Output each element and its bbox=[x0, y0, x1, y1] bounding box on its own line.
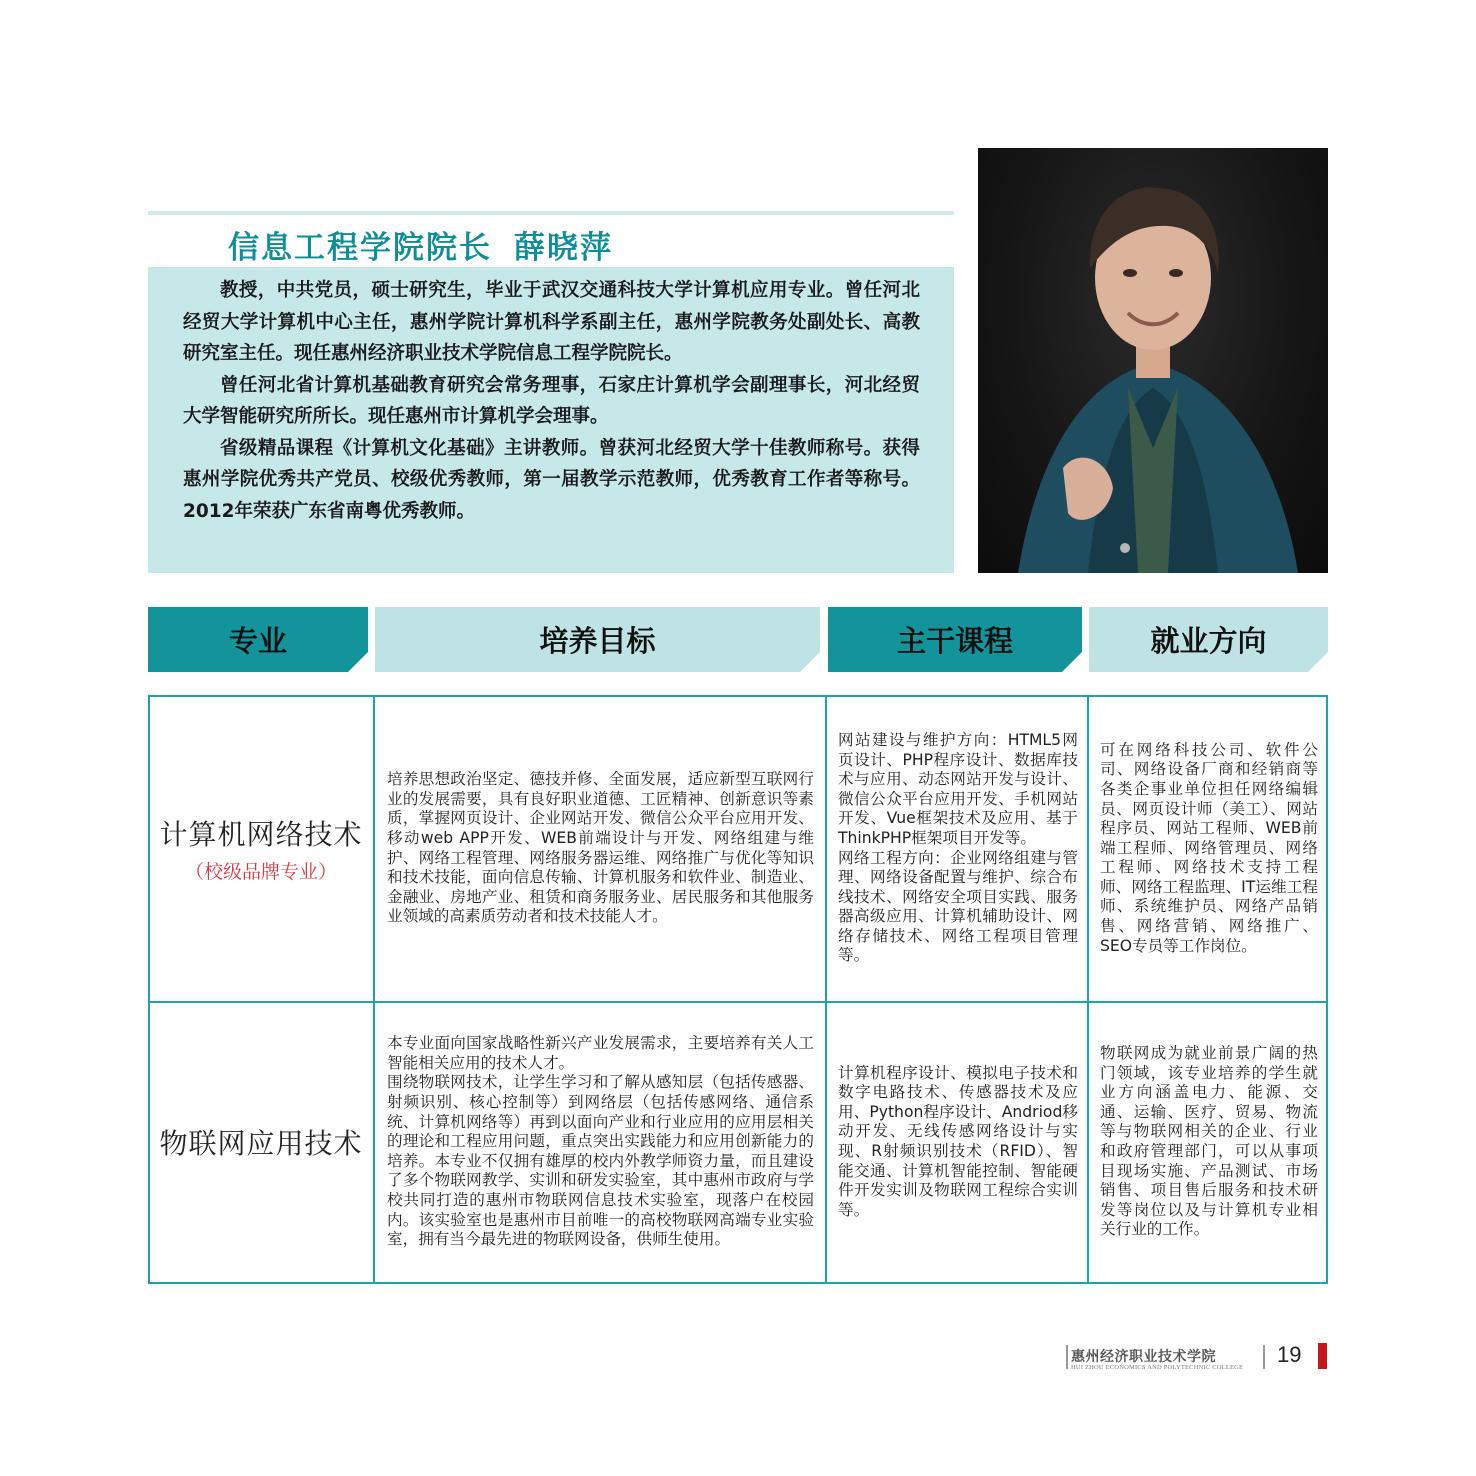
courses-text: 计算机程序设计、模拟电子技术和数字电路技术、传感器技术及应用、Python程序设计、Andriod移动开发、无线传感网络设计与实现、R射频识别技术（RFID）、智能交通、计算机智能控制、智能硬件开发实训及物联网工程综合实训等。 bbox=[838, 1063, 1078, 1219]
footer-school-english: HUI ZHOU ECONOMICS AND POLYTECHNIC COLLEGE bbox=[1071, 1364, 1244, 1371]
footer-divider bbox=[1263, 1345, 1265, 1369]
header-notch bbox=[348, 652, 368, 672]
table-row-2-major bbox=[150, 1003, 372, 1281]
table-row-2-goal bbox=[387, 1003, 814, 1281]
courses-text: 网站建设与维护方向：HTML5网页设计、PHP程序设计、数据库技术与应用、动态网站开发与设计、微信公众平台应用开发、手机网站开发、Vue框架技术及应用、基于ThinkPHP框架项目开发等。 网络工程方向：企业网络组建与管理、网络设备配置与维护、综合布线技术、网络安全项目实践、服务器高级应用、计算机辅助设计、网络存储技术、网络工程项目管理等。 bbox=[838, 730, 1078, 965]
table-row-1-goal bbox=[387, 697, 814, 1000]
bio-box bbox=[148, 267, 954, 573]
table-row-2-courses bbox=[838, 1003, 1078, 1281]
header-courses-label: 主干课程 bbox=[896, 624, 1013, 658]
page-mark bbox=[1318, 1343, 1327, 1369]
major-tag: （校级品牌专业） bbox=[184, 861, 337, 883]
table-row-2-career bbox=[1100, 1003, 1318, 1281]
career-text: 物联网成为就业前景广阔的热门领域，该专业培养的学生就业方向涵盖电力、能源、交通、运输、医疗、贸易、物流等与物联网相关的企业、行业和政府管理部门，可以从事项目现场实施、产品测试、市场销售、项目售后服务和技术研发等岗位以及与计算机专业相关行业的工作。 bbox=[1100, 1044, 1318, 1239]
goal-text: 本专业面向国家战略性新兴产业发展需求，主要培养有关人工智能相关应用的技术人才。 围绕物联网技术，让学生学习和了解从感知层（包括传感器、射频识别、核心控制等）到网络层（包括传感网络、通信系统、计算机网络等）再到以面向产业和行业应用的应用层相关的理论和工程应用问题，重点突出实践能力和应用创新能力的培养。本专业不仅拥有雄厚的校内外教学师资力量，而且建设了多个物联网教学、实训和研发实验室，其中惠州市政府与学校共同打造的惠州市物联网信息技术实验室，现落户在校园内。该实验室也是惠州市目前唯一的高校物联网高端专业实验室，拥有当今最先进的物联网设备，供师生使用。 bbox=[387, 1034, 814, 1249]
header-career bbox=[1089, 607, 1328, 672]
header-notch bbox=[1062, 652, 1082, 672]
goal-text: 培养思想政治坚定、德技并修、全面发展，适应新型互联网行业的发展需要，具有良好职业道德、工匠精神、创新意识等素质，掌握网页设计、企业网站开发、微信公众平台应用开发、移动web APP开发、WEB前端设计与开发、网络组建与维护、网络工程管理、网络服务器运维、网络推广与优化等知识和技术技能，面向信息传输、计算机服务和软件业、制造业、金融业、房地产业、租赁和商务服务业、居民服务和其他服务业领域的高素质劳动者和技术技能人才。 bbox=[387, 770, 814, 926]
footer-divider bbox=[1066, 1345, 1068, 1369]
table-row-1-major bbox=[150, 697, 372, 1000]
major-name: 物联网应用技术 bbox=[159, 1127, 363, 1160]
table-row-1-courses bbox=[838, 697, 1078, 1000]
header-goal-label: 培养目标 bbox=[539, 624, 656, 658]
profile-title: 信息工程学院院长 bbox=[228, 230, 492, 266]
title-rule bbox=[148, 211, 954, 215]
major-name: 计算机网络技术 bbox=[159, 818, 363, 851]
page-title bbox=[228, 222, 613, 267]
page-number: 19 bbox=[1277, 1342, 1302, 1367]
header-major-label: 专业 bbox=[228, 624, 287, 658]
profile-name: 薛晓萍 bbox=[514, 230, 613, 266]
table-row-1-career bbox=[1100, 697, 1318, 1000]
header-major bbox=[148, 607, 368, 672]
bio-paragraph-3: 省级精品课程《计算机文化基础》主讲教师。曾获河北经贸大学十佳教师称号。获得惠州学院优秀共产党员、校级优秀教师，第一届教学示范教师，优秀教育工作者等称号。2012年荣获广东省南粤优秀教师。 bbox=[183, 437, 920, 522]
bio-paragraph-1: 教授，中共党员，硕士研究生，毕业于武汉交通科技大学计算机应用专业。曾任河北经贸大学计算机中心主任，惠州学院计算机科学系副主任，惠州学院教务处副处长、高教研究室主任。现任惠州经济职业技术学院信息工程学院院长。 bbox=[183, 280, 920, 364]
header-career-label: 就业方向 bbox=[1150, 624, 1267, 658]
table-divider bbox=[373, 697, 376, 1282]
majors-table bbox=[148, 695, 1328, 1284]
table-divider bbox=[825, 697, 828, 1282]
header-courses bbox=[828, 607, 1082, 672]
header-notch bbox=[800, 652, 820, 672]
portrait-photo bbox=[978, 148, 1328, 573]
header-goal bbox=[375, 607, 820, 672]
footer-school-name: 惠州经济职业技术学院 bbox=[1071, 1349, 1216, 1365]
table-divider bbox=[1087, 697, 1090, 1282]
bio-paragraph-2: 曾任河北省计算机基础教育研究会常务理事，石家庄计算机学会副理事长，河北经贸大学智能研究所所长。现任惠州市计算机学会理事。 bbox=[183, 374, 920, 427]
header-notch bbox=[1308, 652, 1328, 672]
career-text: 可在网络科技公司、软件公司、网络设备厂商和经销商等各类企事业单位担任网络编辑员、网页设计师（美工）、网站程序员、网站工程师、WEB前端工程师、网络管理员、网络工程师、网络技术支持工程师、网络工程监理、IT运维工程师、系统维护员、网络产品销售、网络营销、网络推广、SEO专员等工作岗位。 bbox=[1100, 740, 1318, 955]
